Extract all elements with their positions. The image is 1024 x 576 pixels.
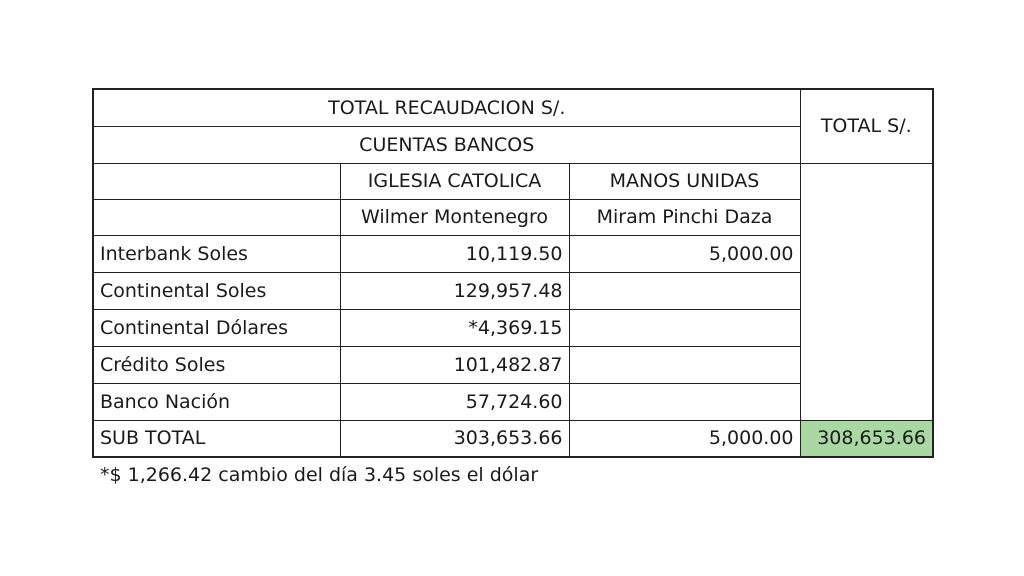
column-header-row (93, 163, 933, 199)
collection-table (92, 88, 934, 458)
row-value-col2: 5,000.00 (569, 235, 800, 272)
table-title: TOTAL RECAUDACION S/. (93, 89, 800, 126)
column-header-2-line1: MANOS UNIDAS (569, 163, 800, 199)
title-row (93, 89, 933, 126)
row-value-col1: 10,119.50 (340, 235, 569, 272)
header-blank-cell (93, 199, 340, 235)
total-empty-cell (800, 163, 933, 420)
header-blank-cell (93, 163, 340, 199)
row-value-col2 (569, 272, 800, 309)
subtotal-col2: 5,000.00 (569, 420, 800, 457)
row-value-col2 (569, 309, 800, 346)
row-value-col1: *4,369.15 (340, 309, 569, 346)
subtotal-label: SUB TOTAL (93, 420, 340, 457)
column-header-1-line2: Wilmer Montenegro (340, 199, 569, 235)
row-value-col2 (569, 346, 800, 383)
row-label: Crédito Soles (93, 346, 340, 383)
row-label: Continental Soles (93, 272, 340, 309)
table-subtitle: CUENTAS BANCOS (93, 126, 800, 163)
row-label: Banco Nación (93, 383, 340, 420)
column-header-1-line1: IGLESIA CATOLICA (340, 163, 569, 199)
row-label: Continental Dólares (93, 309, 340, 346)
footnote: *$ 1,266.42 cambio del día 3.45 soles el dólar (100, 464, 539, 486)
row-value-col1: 57,724.60 (340, 383, 569, 420)
subtotal-col1: 303,653.66 (340, 420, 569, 457)
grand-total: 308,653.66 (800, 420, 933, 457)
row-value-col1: 101,482.87 (340, 346, 569, 383)
column-header-2-line2: Miram Pinchi Daza (569, 199, 800, 235)
row-label: Interbank Soles (93, 235, 340, 272)
row-value-col2 (569, 383, 800, 420)
total-header: TOTAL S/. (800, 89, 933, 163)
row-value-col1: 129,957.48 (340, 272, 569, 309)
subtotal-row (93, 420, 933, 457)
